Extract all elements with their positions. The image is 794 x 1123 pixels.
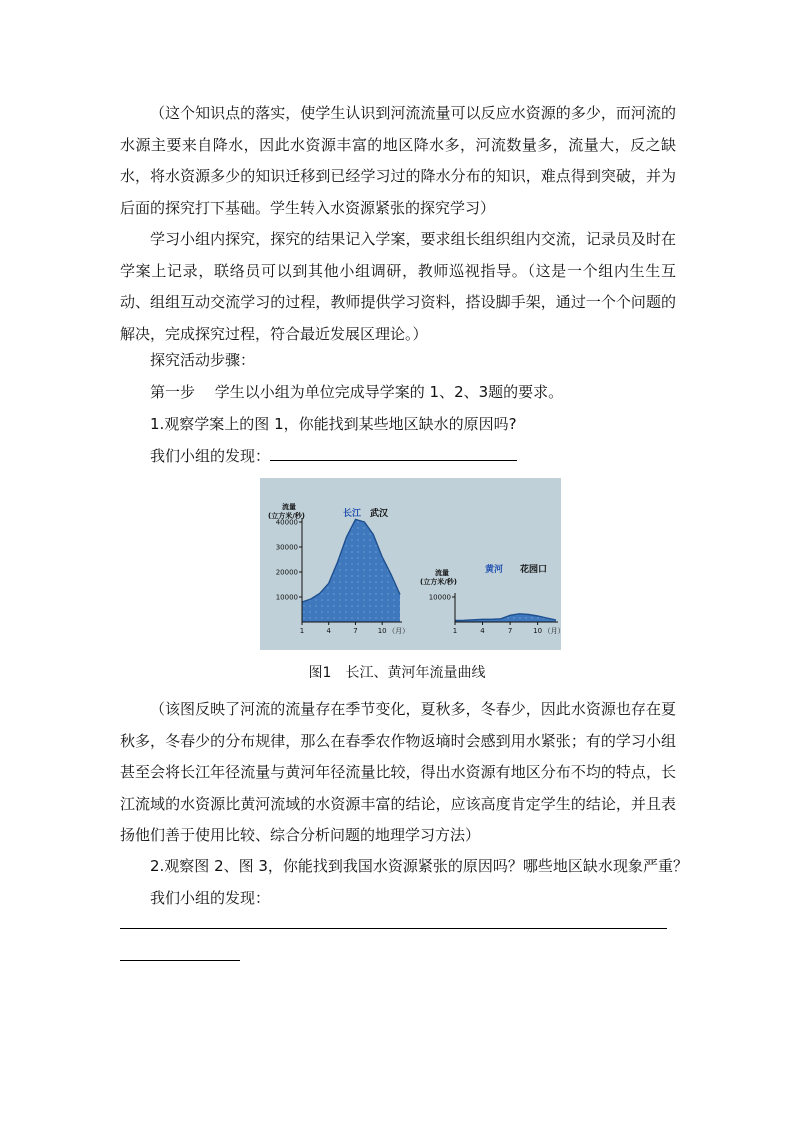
x-tick-label: 10 xyxy=(377,627,387,635)
paragraph-group-inquiry: 学习小组内探究，探究的结果记入学案，要求组长组织组内交流，记录员及时在学案上记录，联络员可以到其他小组调研，教师巡视指导。（这是一个组内生生互动、组组互动交流学习的过程，教师提供学习资料，搭设脚手架，通过一个个问题的解决，完成探究过程，符合最近发展区理论。） xyxy=(120,230,676,343)
chart-a-station: 武汉 xyxy=(370,509,389,519)
x-tick-label: 1 xyxy=(299,627,305,635)
chart-area-fill xyxy=(302,520,400,623)
steps-title: 探究活动步骤： xyxy=(150,351,256,369)
chart-a-ylabel-2: (立方米/秒) xyxy=(268,512,305,520)
y-tick-label: 40000 xyxy=(275,518,298,527)
y-tick-label: 10000 xyxy=(275,593,298,602)
y-tick-label: 30000 xyxy=(275,543,298,552)
finding-one-label: 我们小组的发现： xyxy=(150,447,271,465)
x-tick-label: 1 xyxy=(452,627,458,635)
answer-line-2 xyxy=(120,960,240,961)
answer-line-1 xyxy=(120,928,667,929)
x-tick-label: 4 xyxy=(480,627,485,635)
paragraph-teaching-note-2: （该图反映了河流的流量存在季节变化，夏秋多，冬春少，因此水资源也存在夏秋多，冬春少的分布规律，那么在春季农作物返墒时会感到用水紧张；有的学习小组甚至会将长江年径流量与黄河年径流量比较，得出水资源有地区分布不均的特点，长江流域的水资源比黄河流域的水资源丰富的结论，应该高度肯定学生的结论，并且表扬他们善于使用比较、综合分析问题的地理学习方法） xyxy=(120,700,676,844)
y-tick-label: 10000 xyxy=(428,593,451,602)
y-tick-label: 20000 xyxy=(275,568,298,577)
chart-b-station: 花园口 xyxy=(520,565,548,575)
x-tick-label: 7 xyxy=(507,627,513,635)
x-axis-unit: （月） xyxy=(388,627,410,635)
chart-yangtze xyxy=(268,502,409,635)
step-one: 第一步 学生以小组为单位完成导学案的 1、2、3题的要求。 xyxy=(150,383,564,401)
finding-one-row xyxy=(150,446,517,466)
x-axis-unit: （月） xyxy=(543,627,565,635)
question-two: 2.观察图 2、图 3，你能找到我国水资源紧张的原因吗？哪些地区缺水现象严重？ xyxy=(150,857,688,875)
finding-one-blank xyxy=(270,446,517,461)
question-one: 1.观察学案上的图 1，你能找到某些地区缺水的原因吗? xyxy=(150,415,517,433)
chart-a-ylabel-1: 流量 xyxy=(282,503,296,511)
paragraph-teaching-note-1: （这个知识点的落实，使学生认识到河流流量可以反应水资源的多少，而河流的水源主要来自降水，因此水资源丰富的地区降水多，河流数量多，流量大，反之缺水，将水资源多少的知识迁移到已经学习过的降水分布的知识，难点得到突破，并为后面的探究打下基础。学生转入水资源紧张的探究学习） xyxy=(120,104,676,217)
figure-river-flow xyxy=(260,478,565,650)
finding-two-label: 我们小组的发现： xyxy=(150,889,271,907)
chart-b-ylabel-1: 流量 xyxy=(435,569,449,577)
chart-area-fill xyxy=(455,614,556,622)
chart-b-river: 黄河 xyxy=(485,565,504,575)
x-tick-label: 7 xyxy=(353,627,358,635)
river-flow-chart xyxy=(260,478,565,650)
x-tick-label: 10 xyxy=(533,627,543,635)
x-tick-label: 4 xyxy=(326,627,331,635)
figure-caption: 图1 长江、黄河年流量曲线 xyxy=(308,665,486,681)
chart-yellow-river xyxy=(420,563,565,635)
chart-a-river: 长江 xyxy=(343,509,362,519)
chart-b-ylabel-2: (立方米/秒) xyxy=(420,578,457,586)
